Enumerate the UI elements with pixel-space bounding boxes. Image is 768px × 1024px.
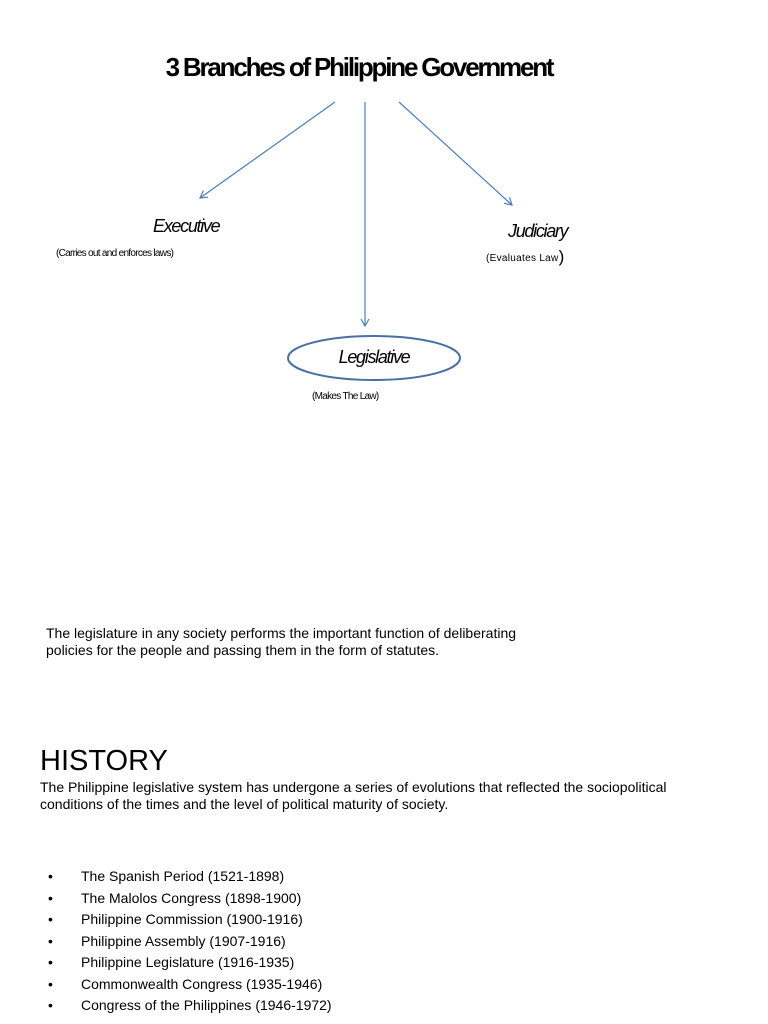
bullet-icon: • — [48, 889, 53, 906]
list-item — [48, 974, 332, 996]
bullet-icon: • — [48, 932, 53, 949]
period-list — [48, 866, 332, 1017]
list-item — [48, 931, 332, 953]
list-item-text: Philippine Commission (1900-1916) — [81, 911, 303, 927]
list-item — [48, 952, 332, 974]
intro-paragraph: The legislature in any society performs the important function of deliberating policies for the people and passing them in the form of statutes. — [46, 625, 517, 658]
arrow-to-executive — [200, 102, 335, 198]
bullet-icon: • — [48, 975, 53, 992]
legislative-description: (Makes The Law) — [312, 391, 379, 402]
list-item-text: Philippine Assembly (1907-1916) — [81, 932, 286, 949]
judiciary-closing-paren: ) — [558, 247, 565, 266]
list-item-text: The Malolos Congress (1898-1900) — [81, 889, 302, 906]
list-item-text: Commonwealth Congress (1935-1946) — [81, 975, 323, 992]
executive-label: Executive — [153, 216, 220, 236]
bullet-icon: • — [48, 868, 53, 884]
judiciary-label: Judiciary — [508, 221, 568, 241]
list-item-text: Philippine Legislature (1916-1935) — [81, 954, 295, 970]
legislative-label: Legislative — [338, 347, 410, 367]
bullet-icon: • — [48, 954, 53, 970]
history-heading: HISTORY — [40, 745, 168, 777]
list-item — [48, 866, 332, 888]
history-paragraph: The Philippine legislative system has undergone a series of evolutions that reflected the sociopolitical conditions of the times and the level of political maturity of society. — [40, 779, 667, 812]
judiciary-description — [486, 247, 564, 267]
executive-description: (Carries out and enforces laws) — [56, 248, 174, 259]
list-item — [48, 909, 332, 931]
diagram-title: 3 Branches of Philippine Government — [165, 52, 553, 82]
list-item-text: The Spanish Period (1521-1898) — [81, 868, 285, 884]
bullet-icon: • — [48, 997, 53, 1013]
list-item — [48, 995, 332, 1017]
judiciary-description-text: (Evaluates Law — [486, 253, 559, 264]
arrow-to-judiciary — [399, 102, 512, 205]
list-item-text: Congress of the Philippines (1946-1972) — [81, 997, 332, 1013]
bullet-icon: • — [48, 911, 53, 927]
list-item — [48, 888, 332, 910]
